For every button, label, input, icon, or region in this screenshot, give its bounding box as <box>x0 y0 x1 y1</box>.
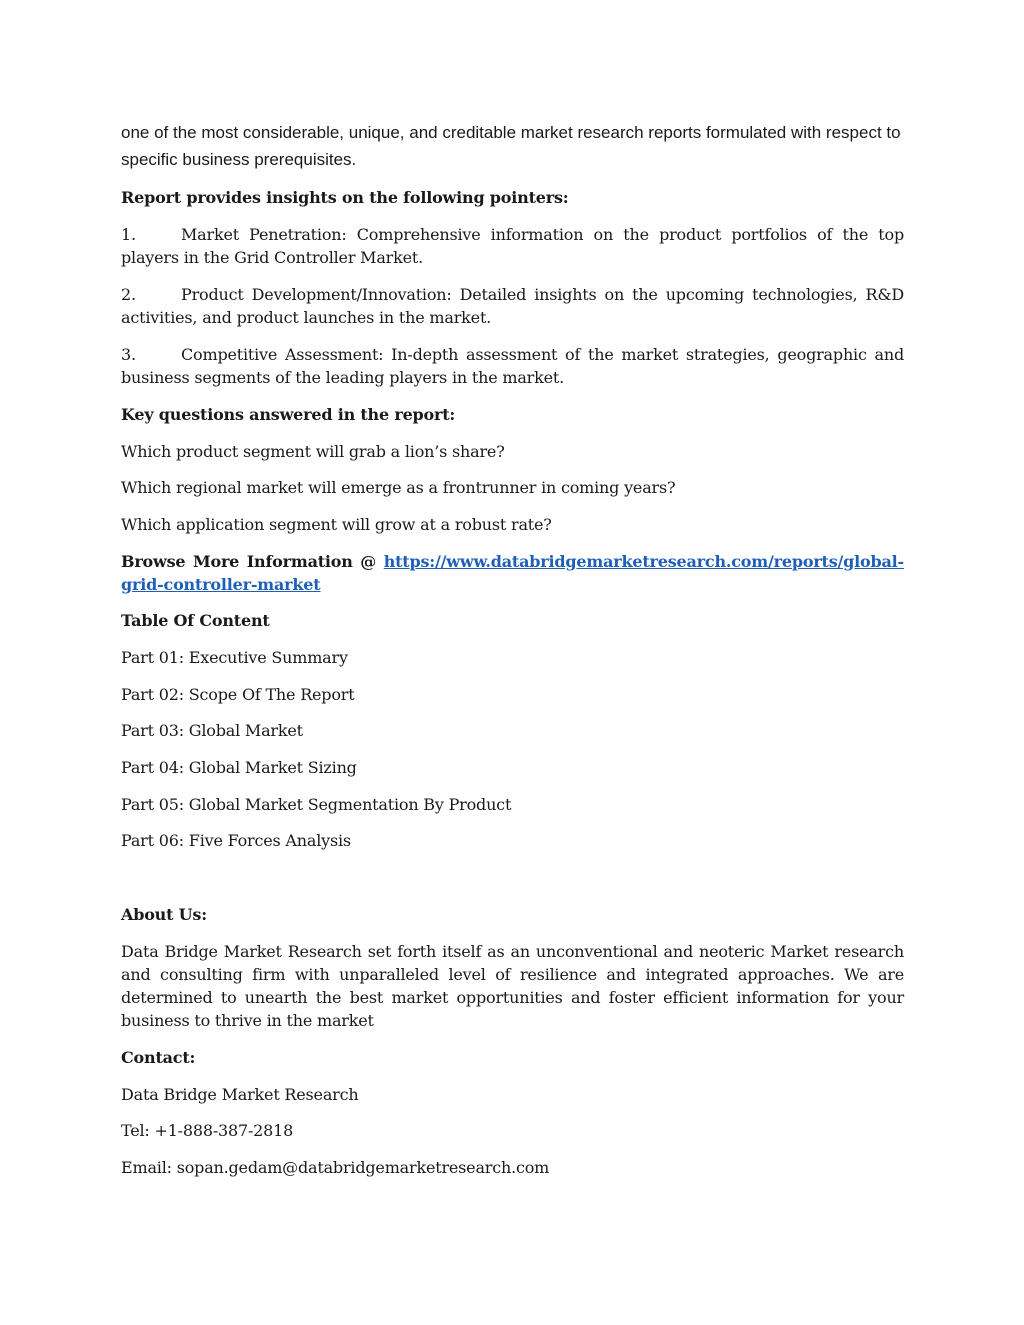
intro-paragraph: one of the most considerable, unique, and creditable market research reports formulated with respect to specific business prerequisites. <box>121 123 901 169</box>
toc-item: Part 05: Global Market Segmentation By Product <box>121 795 512 814</box>
contact-heading: Contact: <box>121 1048 196 1067</box>
question-item: Which application segment will grow at a robust rate? <box>121 515 552 534</box>
about-heading: About Us: <box>121 905 207 924</box>
insight-item-2 <box>121 283 904 329</box>
questions-heading: Key questions answered in the report: <box>121 405 456 424</box>
browse-line <box>121 550 904 596</box>
toc-item: Part 04: Global Market Sizing <box>121 758 357 777</box>
list-number: 2. <box>121 285 136 304</box>
list-number: 1. <box>121 225 136 244</box>
contact-email: Email: sopan.gedam@databridgemarketresearch.com <box>121 1158 550 1177</box>
contact-phone: Tel: +1-888-387-2818 <box>121 1121 294 1140</box>
browse-label: Browse More Information @ <box>121 552 384 571</box>
list-item-text: Product Development/Innovation: Detailed insights on the upcoming technologies, R&D activities, and product launches in the market. <box>121 285 904 327</box>
report-link[interactable]: https://www.databridgemarketresearch.com/reports/global-grid-controller-market <box>121 552 904 594</box>
toc-item: Part 02: Scope Of The Report <box>121 685 355 704</box>
insight-item-1 <box>121 223 904 269</box>
list-item-text: Market Penetration: Comprehensive information on the product portfolios of the top players in the Grid Controller Market. <box>121 225 904 267</box>
toc-item: Part 06: Five Forces Analysis <box>121 831 351 850</box>
list-number: 3. <box>121 345 136 364</box>
question-item: Which product segment will grab a lion’s share? <box>121 442 505 461</box>
about-paragraph: Data Bridge Market Research set forth itself as an unconventional and neoteric Market research and consulting firm with unparalleled level of resilience and integrated approaches. We are determined to unearth the best market opportunities and foster efficient information for your business to thrive in the market <box>121 942 904 1030</box>
question-item: Which regional market will emerge as a frontrunner in coming years? <box>121 478 676 497</box>
toc-item: Part 01: Executive Summary <box>121 648 348 667</box>
contact-company: Data Bridge Market Research <box>121 1085 359 1104</box>
toc-item: Part 03: Global Market <box>121 721 303 740</box>
list-item-text: Competitive Assessment: In-depth assessment of the market strategies, geographic and business segments of the leading players in the market. <box>121 345 904 387</box>
insights-heading: Report provides insights on the following pointers: <box>121 188 569 207</box>
toc-heading: Table Of Content <box>121 611 270 630</box>
insight-item-3 <box>121 343 904 389</box>
